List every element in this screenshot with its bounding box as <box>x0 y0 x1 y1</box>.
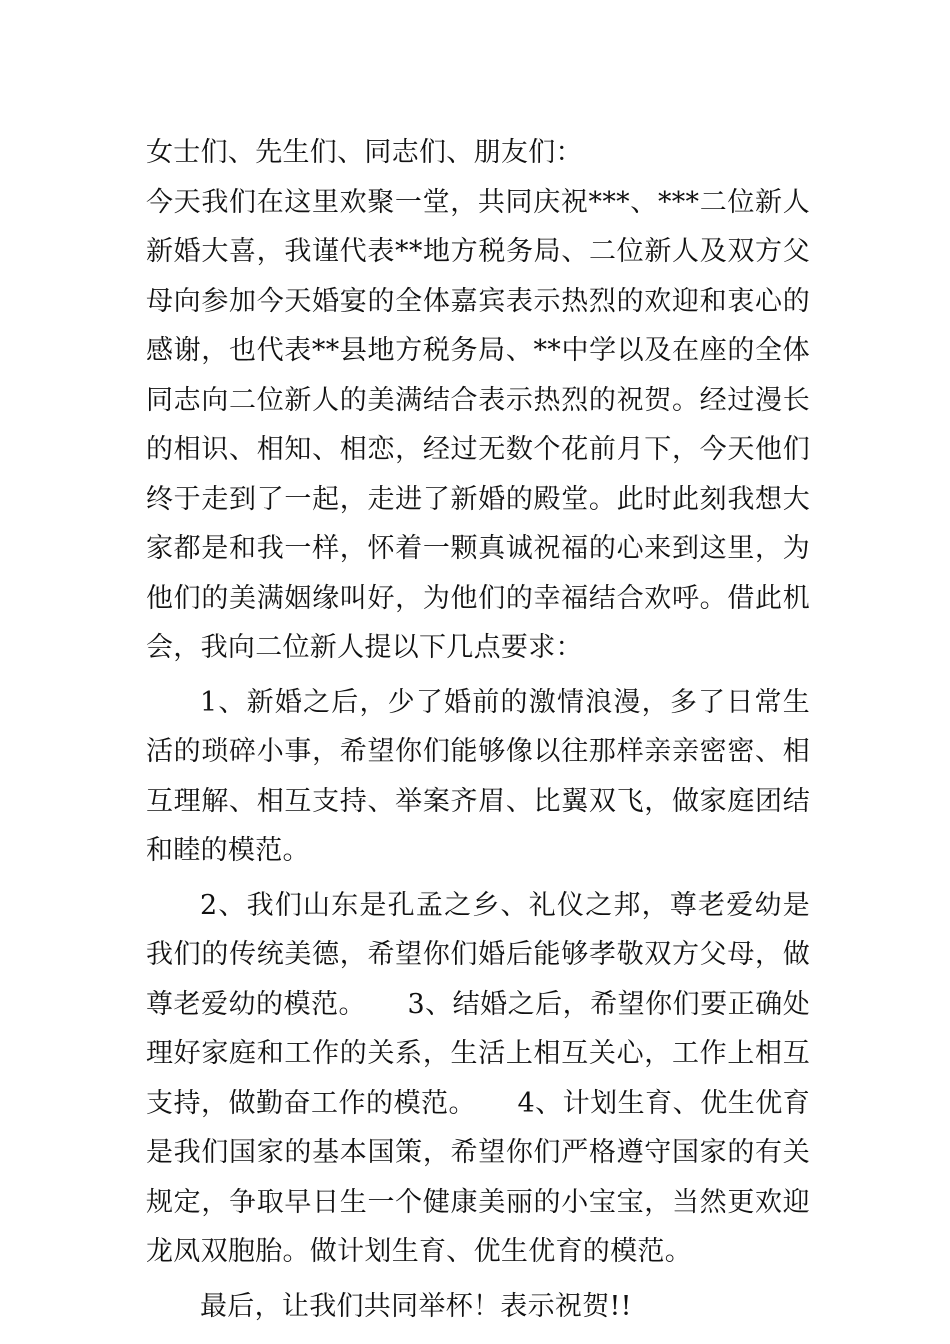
document-body <box>146 128 810 1331</box>
paragraph-points-2-4: 2、我们山东是孔孟之乡、礼仪之邦，尊老爱幼是我们的传统美德，希望你们婚后能够孝敬双方父母，做尊老爱幼的模范。 3、结婚之后，希望你们要正确处理好家庭和工作的关系，生活上相互关心，工作上相互支持，做勤奋工作的模范。 4、计划生育、优生优育是我们国家的基本国策，希望你们严格遵守国家的有关规定，争取早日生一个健康美丽的小宝宝，当然更欢迎龙凤双胞胎。做计划生育、优生优育的模范。 <box>146 889 810 1267</box>
paragraph-point-1: 1、新婚之后，少了婚前的激情浪漫，多了日常生活的琐碎小事，希望你们能够像以往那样亲亲密密、相互理解、相互支持、举案齐眉、比翼双飞，做家庭团结和睦的模范。 <box>146 686 810 866</box>
paragraph-closing: 最后，让我们共同举杯！表示祝贺!! <box>200 1290 632 1322</box>
paragraph-opening: 今天我们在这里欢聚一堂，共同庆祝***、***二位新人新婚大喜，我谨代表**地方税务局、二位新人及双方父母向参加今天婚宴的全体嘉宾表示热烈的欢迎和衷心的感谢，也代表**县地方税务局、**中学以及在座的全体同志向二位新人的美满结合表示热烈的祝贺。经过漫长的相识、相知、相恋，经过无数个花前月下，今天他们终于走到了一起，走进了新婚的殿堂。此时此刻我想大家都是和我一样，怀着一颗真诚祝福的心来到这里，为他们的美满姻缘叫好，为他们的幸福结合欢呼。借此机会，我向二位新人提以下几点要求： <box>146 186 810 663</box>
salutation: 女士们、先生们、同志们、朋友们： <box>146 137 583 168</box>
